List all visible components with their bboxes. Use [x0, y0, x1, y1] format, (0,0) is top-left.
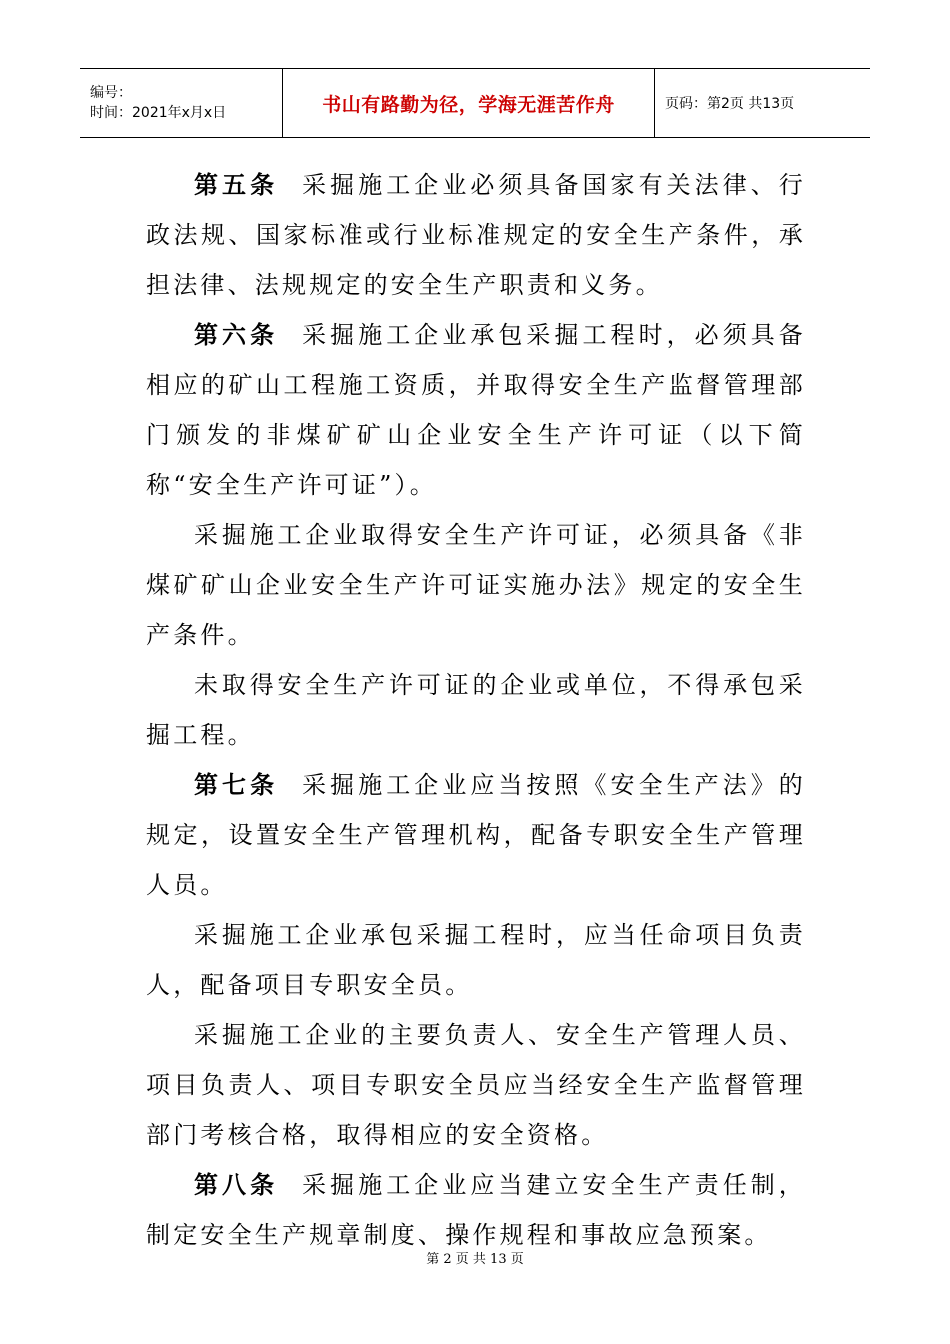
- paragraph: [146, 510, 806, 660]
- document-number: 编号：: [90, 85, 132, 101]
- paragraph-text: 采掘施工企业取得安全生产许可证，必须具备《非煤矿矿山企业安全生产许可证实施办法》规定的安全生产条件。: [146, 521, 806, 649]
- header-page-cell: [655, 69, 870, 137]
- header-page-number: 页码：第2页 共13页: [665, 96, 795, 112]
- paragraph: [146, 1010, 806, 1160]
- paragraph-text: 采掘施工企业必须具备国家有关法律、行政法规、国家标准或行业标准规定的安全生产条件，承担法律、法规规定的安全生产职责和义务。: [146, 171, 806, 299]
- paragraph: [146, 310, 806, 510]
- article-heading: 第六条: [194, 321, 279, 349]
- article-heading: 第七条: [194, 771, 279, 799]
- header-motto: 书山有路勤为径，学海无涯苦作舟: [322, 93, 615, 116]
- paragraph-text: 采掘施工企业承包采掘工程时，应当任命项目负责人，配备项目专职安全员。: [146, 921, 806, 999]
- paragraph-text: 未取得安全生产许可证的企业或单位，不得承包采掘工程。: [146, 671, 806, 749]
- article-heading: 第五条: [194, 171, 279, 199]
- paragraph: [146, 910, 806, 1010]
- paragraph: [146, 660, 806, 760]
- article-heading: 第八条: [194, 1171, 279, 1199]
- paragraph: [146, 1160, 806, 1260]
- document-body: [146, 160, 806, 1260]
- paragraph-text: 采掘施工企业承包采掘工程时，必须具备相应的矿山工程施工资质，并取得安全生产监督管理部门颁发的非煤矿矿山企业安全生产许可证（以下简称“安全生产许可证”）。: [146, 321, 806, 499]
- paragraph-text: 采掘施工企业应当按照《安全生产法》的规定，设置安全生产管理机构，配备专职安全生产管理人员。: [146, 771, 806, 899]
- document-time: 时间：2021年x月x日: [90, 105, 227, 121]
- paragraph: [146, 160, 806, 310]
- header-motto-cell: [283, 69, 655, 137]
- paragraph-text: 采掘施工企业的主要负责人、安全生产管理人员、项目负责人、项目专职安全员应当经安全生产监督管理部门考核合格，取得相应的安全资格。: [146, 1021, 806, 1149]
- header-meta: [80, 69, 283, 137]
- page-header: [80, 68, 870, 138]
- paragraph-text: 采掘施工企业应当建立安全生产责任制，制定安全生产规章制度、操作规程和事故应急预案。: [146, 1171, 806, 1249]
- paragraph: [146, 760, 806, 910]
- page-footer: 第 2 页 共 13 页: [426, 1252, 524, 1267]
